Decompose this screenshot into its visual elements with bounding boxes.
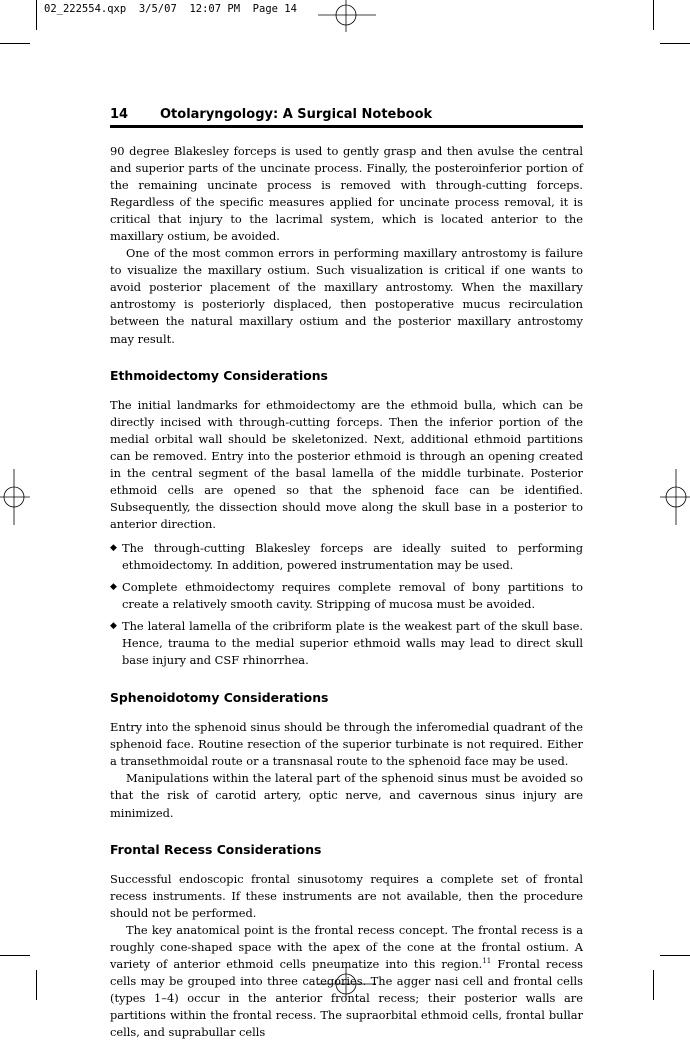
header-rule — [110, 125, 583, 128]
section-heading-sphenoidotomy: Sphenoidotomy Considerations — [110, 690, 329, 706]
list-item — [110, 540, 583, 574]
print-slug — [44, 3, 297, 15]
diamond-bullet-icon: ◆ — [110, 621, 117, 632]
list-item-text: Complete ethmoidectomy requires complete removal of bony partitions to create a relatively smooth cavity. Stripping of mucosa must be avoided. — [122, 580, 583, 612]
diamond-bullet-icon: ◆ — [110, 582, 117, 593]
crop-mark — [660, 43, 690, 44]
crop-mark — [653, 0, 654, 30]
reference-number: 11 — [482, 956, 492, 965]
slug-time: 12:07 PM — [189, 3, 241, 15]
paragraph: 90 degree Blakesley forceps is used to gently grasp and then avulse the central and superior parts of the uncinate process. Finally, the posteroinferior portion of the remaining uncinate process is removed with through-cutting forceps. Regardless of the specific measures applied for uncinate process removal, it is critical that injury to the lacrimal system, which is located anterior to the maxillary ostium, be avoided. — [110, 144, 583, 244]
paragraph-text: The key anatomical point is the frontal recess concept. The frontal recess is a roughly cone-shaped space with the apex of the cone at the frontal ostium. A variety of anterior ethmoid cells pneumatize into this region. — [110, 922, 583, 971]
paragraph-text: Frontal recess cells may be grouped into three categories. The agger nasi cell and frontal cells (types 1–4) occur in the anterior frontal recess; their posterior walls are partitions within the frontal recess. The supraorbital ethmoid cells, frontal bullar cells, and suprabullar cells — [110, 956, 583, 1039]
paragraph: Manipulations within the lateral part of the sphenoid sinus must be avoided so that the risk of carotid artery, optic nerve, and cavernous sinus injury are minimized. — [110, 771, 583, 820]
registration-mark-left — [0, 465, 34, 529]
page-number: 14 — [110, 107, 129, 122]
crop-mark — [0, 955, 30, 956]
crop-mark — [0, 43, 30, 44]
bullet-list — [110, 540, 583, 669]
registration-mark-right — [656, 465, 690, 529]
paragraph: One of the most common errors in performing maxillary antrostomy is failure to visualize the maxillary ostium. Such visualization is critical if one wants to avoid posterior placement of the maxillary antrostomy. When the maxillary antrostomy is posteriorly displaced, then postoperative mucus recirculation between the natural maxillary ostium and the posterior maxillary antrostomy may result. — [110, 246, 583, 346]
list-item-text: The lateral lamella of the cribriform plate is the weakest part of the skull base. Hence, trauma to the medial superior ethmoid walls may lead to direct skull base injury and CSF rhinorrhea. — [122, 619, 583, 668]
list-item — [110, 618, 583, 669]
page-body — [110, 143, 583, 1041]
slug-page: Page 14 — [252, 3, 297, 15]
list-item-text: The through-cutting Blakesley forceps are ideally suited to performing ethmoidectomy. In addition, powered instrumentation may be used. — [122, 540, 583, 572]
paragraph: Entry into the sphenoid sinus should be through the inferomedial quadrant of the sphenoid face. Routine resection of the superior turbinate is not required. Either a transethmoidal route or a transnasal route to the sphenoid face may be used. — [110, 720, 583, 769]
crop-mark — [36, 0, 37, 30]
section-heading-ethmoidectomy: Ethmoidectomy Considerations — [110, 367, 328, 383]
paragraph — [110, 922, 583, 1041]
slug-file: 02_222554.qxp — [44, 3, 127, 15]
section-heading-frontal-recess: Frontal Recess Considerations — [110, 841, 322, 857]
book-title: Otolaryngology: A Surgical Notebook — [160, 107, 433, 122]
crop-mark — [36, 970, 37, 1000]
slug-date: 3/5/07 — [138, 3, 177, 15]
registration-mark-top — [315, 0, 379, 34]
running-header — [110, 107, 582, 122]
list-item — [110, 579, 583, 613]
crop-mark — [653, 970, 654, 1000]
paragraph: Successful endoscopic frontal sinusotomy requires a complete set of frontal recess instruments. If these instruments are not available, then the procedure should not be performed. — [110, 871, 583, 920]
crop-mark — [660, 955, 690, 956]
diamond-bullet-icon: ◆ — [110, 542, 117, 553]
paragraph: The initial landmarks for ethmoidectomy are the ethmoid bulla, which can be directly incised with through-cutting forceps. Then the inferior portion of the medial orbital wall should be skeletonized. Next, additional ethmoid partitions can be removed. Entry into the posterior ethmoid is through an opening created in the central segment of the basal lamella of the middle turbinate. Posterior ethmoid cells are opened so that the sphenoid face can be identified. Subsequently, the dissection should move along the skull base in a posterior to anterior direction. — [110, 397, 583, 531]
